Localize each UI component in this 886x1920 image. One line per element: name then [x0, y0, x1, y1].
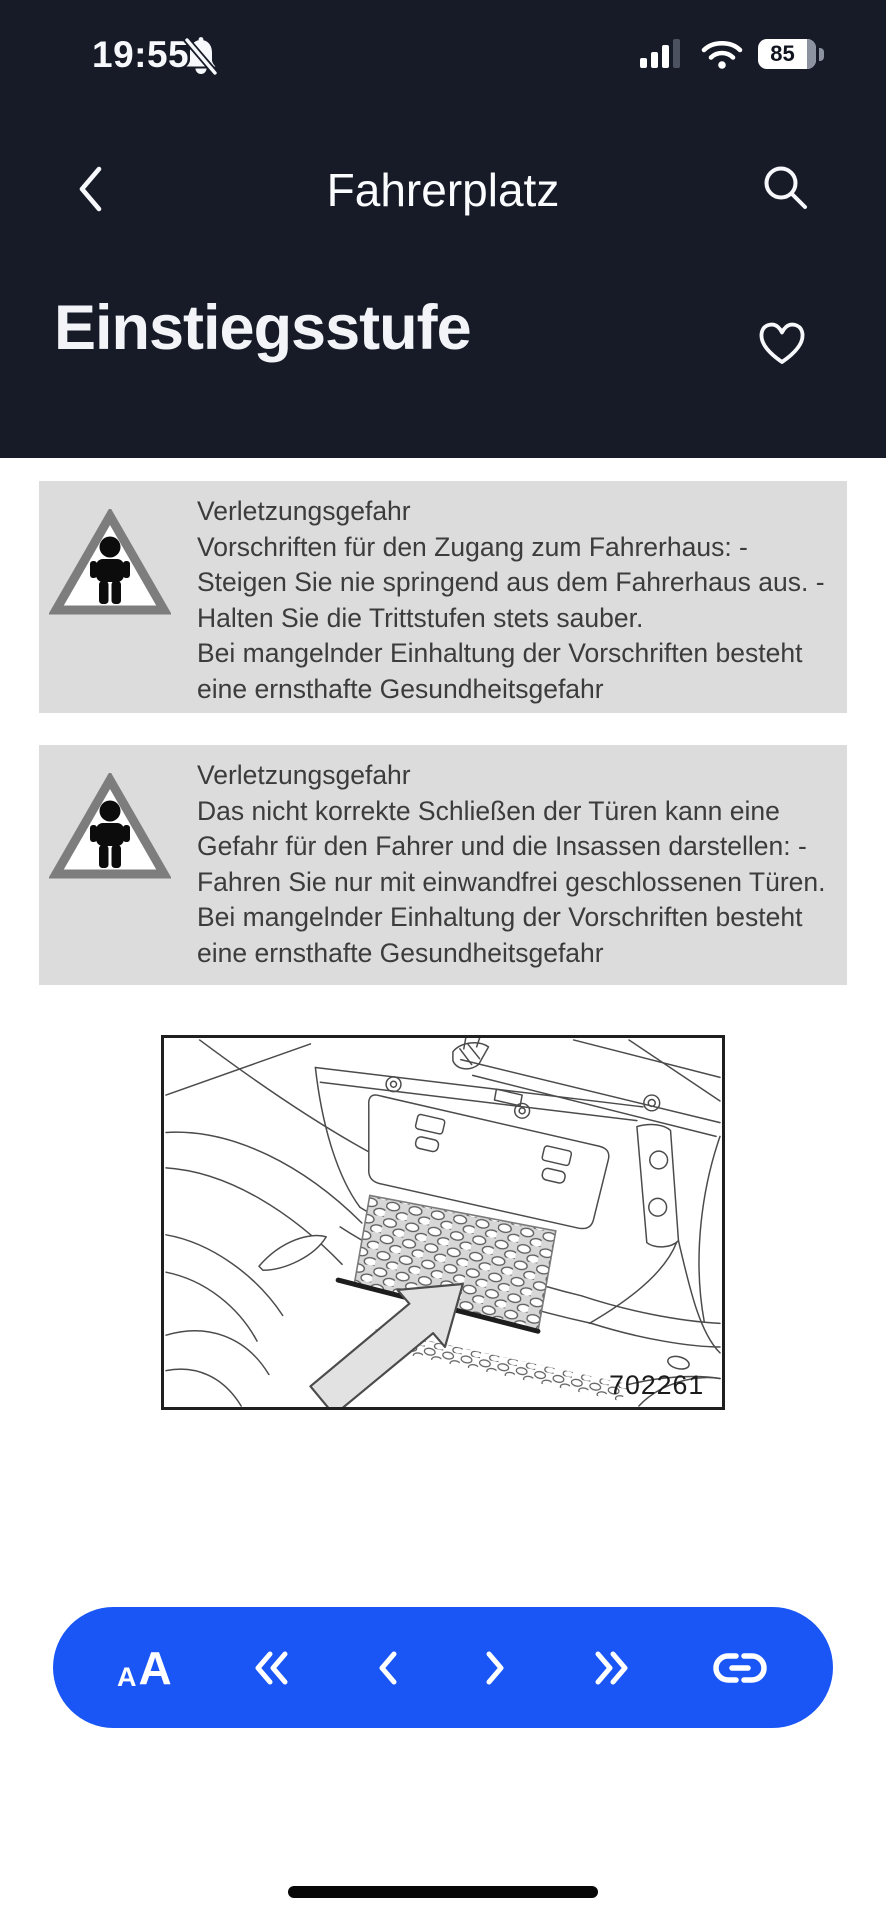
figure-frame — [161, 1035, 725, 1410]
next-page-button[interactable] — [482, 1648, 508, 1688]
favorite-button[interactable] — [756, 318, 808, 371]
nav-title: Fahrerplatz — [326, 164, 560, 216]
warning-footer: Bei mangelnder Einhaltung der Vorschriften besteht eine ernsthafte Gesundheitsgefahr — [197, 638, 803, 704]
header — [0, 0, 886, 458]
warning-title: Verletzungsgefahr — [197, 496, 411, 526]
warning-triangle-icon — [49, 773, 171, 881]
warning-card — [39, 481, 847, 713]
status-icons — [640, 38, 824, 70]
warning-footer: Bei mangelnder Einhaltung der Vorschriften besteht eine ernsthafte Gesundheitsgefahr — [197, 902, 803, 968]
search-button[interactable] — [760, 162, 810, 217]
last-page-button[interactable] — [590, 1648, 630, 1688]
warning-body: Vorschriften für den Zugang zum Fahrerhaus: - Steigen Sie nie springend aus dem Fahrerhaus aus. - Halten Sie die Trittstufen stets sauber. — [197, 531, 825, 633]
previous-page-button[interactable] — [375, 1648, 401, 1688]
reader-toolbar — [53, 1607, 833, 1728]
signal-icon — [640, 39, 686, 69]
warning-title: Verletzungsgefahr — [197, 760, 411, 790]
home-indicator[interactable] — [288, 1886, 598, 1898]
chevron-right-icon — [482, 1648, 508, 1688]
double-chevron-right-icon — [590, 1648, 630, 1688]
font-size-button[interactable] — [117, 1641, 172, 1694]
search-icon — [760, 162, 810, 214]
warning-text — [197, 494, 845, 707]
warning-card — [39, 745, 847, 985]
page-title: Einstiegsstufe — [54, 293, 471, 363]
nav-bar — [0, 150, 886, 230]
text-size-icon: A — [117, 1661, 137, 1692]
double-chevron-left-icon — [253, 1648, 293, 1688]
chain-link-icon — [711, 1646, 769, 1690]
warning-triangle-icon — [49, 509, 171, 617]
wifi-icon — [700, 38, 744, 70]
copy-link-button[interactable] — [711, 1646, 769, 1690]
bell-slash-icon — [182, 36, 220, 78]
chevron-left-icon — [375, 1648, 401, 1688]
step-illustration — [164, 1038, 722, 1407]
heart-icon — [756, 318, 808, 368]
warning-body: Das nicht korrekte Schließen der Türen kann eine Gefahr für den Fahrer und die Insassen darstellen: - Fahren Sie nur mit einwandfrei geschlossenen Türen. — [197, 795, 826, 897]
battery-percent: 85 — [770, 41, 795, 66]
battery-indicator — [758, 39, 816, 69]
text-size-icon: A — [138, 1641, 172, 1694]
battery-cap — [819, 48, 824, 61]
figure-number: 702261 — [609, 1370, 705, 1401]
title-row — [0, 292, 886, 402]
warning-text — [197, 758, 845, 971]
battery-empty-segment — [807, 39, 816, 69]
first-page-button[interactable] — [253, 1648, 293, 1688]
clock: 19:55 — [92, 34, 190, 75]
